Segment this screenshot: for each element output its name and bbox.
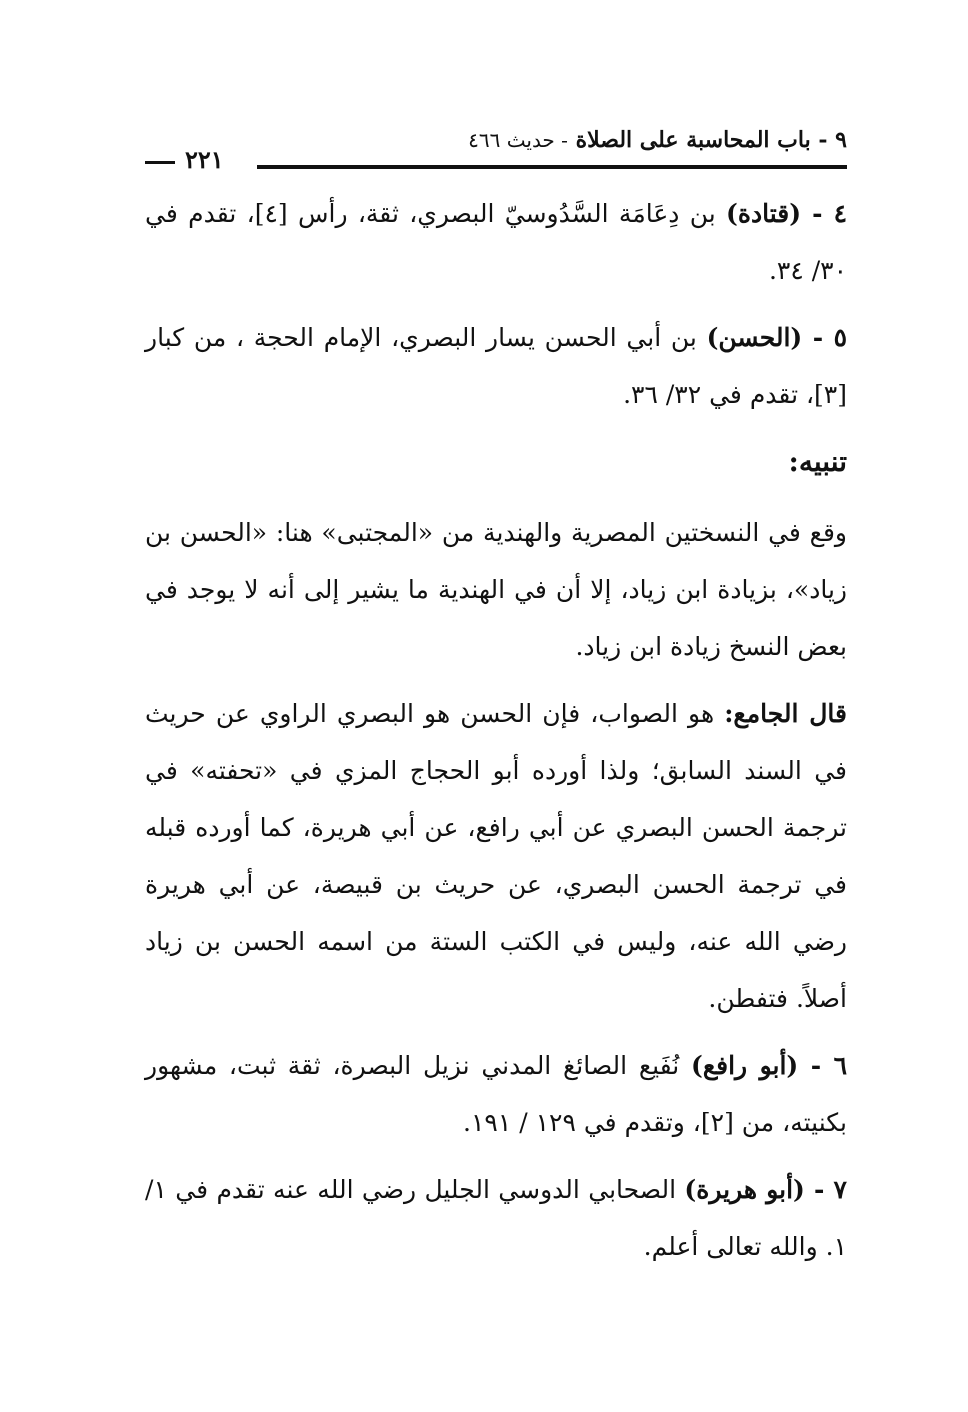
hadith-reference: - حديث ٤٦٦ — [468, 128, 568, 152]
page-body — [145, 185, 847, 1285]
header-rule — [257, 165, 847, 169]
notice-heading: تنبيه: — [788, 445, 847, 478]
narrator-text: نُفَيع الصائغ المدني نزيل البصرة، ثقة ثبت، مشهور بكنيته، من [٢]، وتقدم في ١٢٩ / ١٩١. — [145, 1051, 847, 1137]
narrator-entry — [145, 1161, 847, 1275]
chapter-title: ٩ - باب المحاسبة على الصلاة — [575, 127, 847, 153]
narrator-label: ٤ - (قتادة) — [726, 199, 847, 228]
narrator-text: بن دِعَامَة السَّدُوسيّ البصري، ثقة، رأس [٤]، تقدم في ٣٠/ ٣٤. — [145, 199, 847, 285]
running-title — [468, 127, 847, 153]
narrator-entry — [145, 185, 847, 299]
narrator-label: ٥ - (الحسن) — [706, 323, 847, 352]
jami-paragraph — [145, 685, 847, 1027]
narrator-entry — [145, 1037, 847, 1151]
narrator-text: الصحابي الدوسي الجليل رضي الله عنه تقدم في ١/ ١. والله تعالى أعلم. — [145, 1175, 847, 1261]
page-number: ٢٢١ — [185, 145, 224, 174]
narrator-text: بن أبي الحسن يسار البصري، الإمام الحجة ، من كبار [٣]، تقدم في ٣٢/ ٣٦. — [145, 323, 847, 409]
narrator-label: ٦ - (أبو رافع) — [691, 1051, 847, 1080]
page-number-dash — [145, 161, 175, 164]
jami-text: هو الصواب، فإن الحسن هو البصري الراوي عن حريث في السند السابق؛ ولذا أورده أبو الحجاج المزي في «تحفته» في ترجمة الحسن البصري عن أبي رافع، عن أبي هريرة، كما أورده قبله في ترجمة الحسن البصري، عن حريث بن قبيصة، عن أبي هريرة رضي الله عنه، وليس في الكتب الستة من اسمه الحسن بن زياد أصلاً. فتفطن. — [145, 699, 847, 1013]
notice-paragraph: وقع في النسختين المصرية والهندية من «المجتبى» هنا: «الحسن بن زياد»، بزيادة ابن زياد، إلا أن في الهندية ما يشير إلى أنه لا يوجد في بعض النسخ زيادة ابن زياد. — [145, 518, 847, 661]
page-header — [145, 125, 847, 185]
narrator-label: ٧ - (أبو هريرة) — [684, 1175, 847, 1204]
narrator-entry — [145, 309, 847, 423]
jami-label: قال الجامع: — [724, 699, 847, 728]
